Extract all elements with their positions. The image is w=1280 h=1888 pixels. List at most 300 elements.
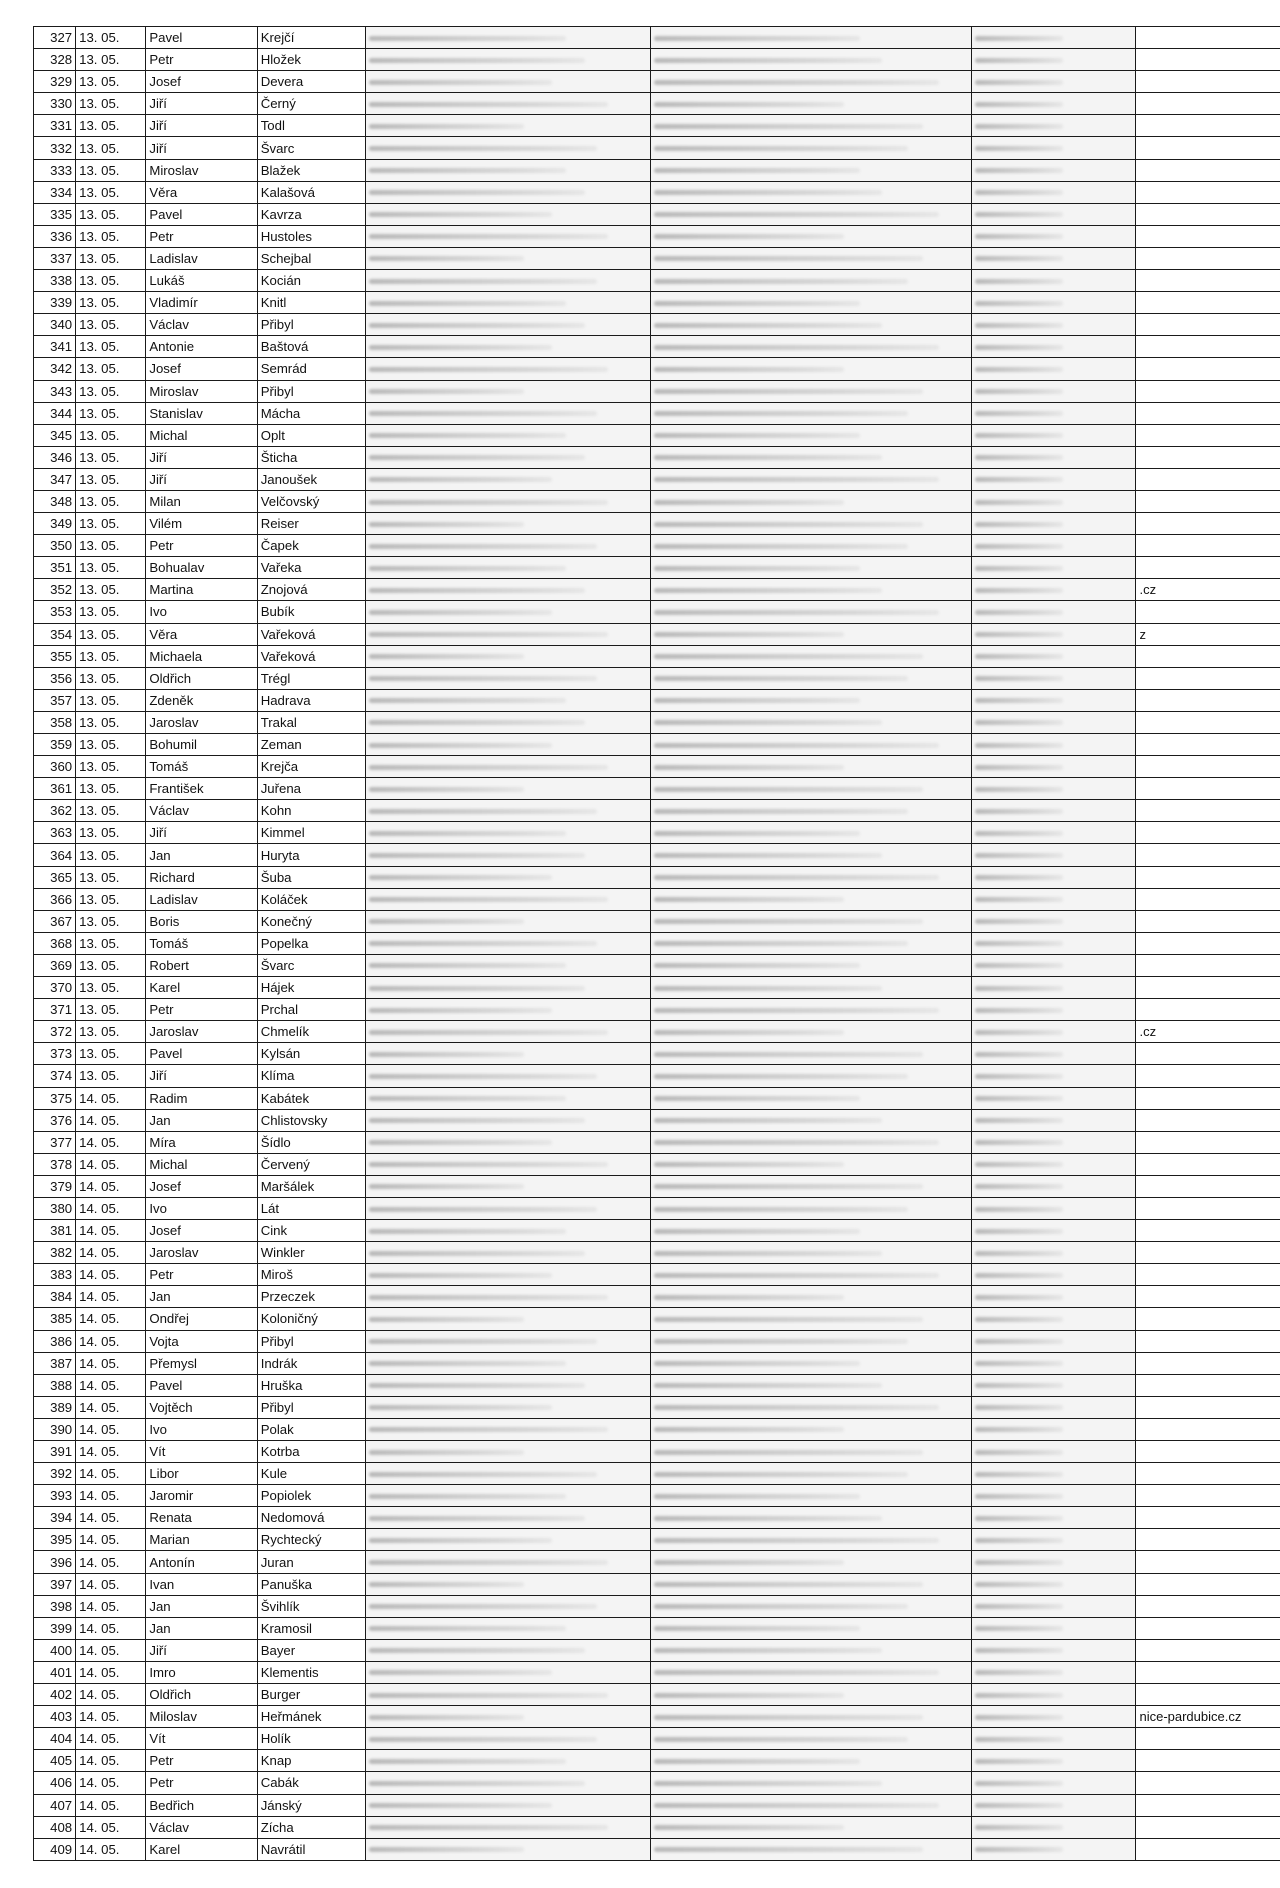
row-number: 395	[34, 1529, 76, 1551]
row-first-name: Bedřich	[146, 1794, 257, 1816]
email-overflow-fragment	[1136, 1639, 1280, 1661]
row-date: 14. 05.	[76, 1396, 146, 1418]
redaction-blur	[975, 1781, 1063, 1786]
email-overflow-fragment	[1136, 1418, 1280, 1440]
redacted-email	[971, 71, 1136, 93]
row-first-name: Jiří	[146, 137, 257, 159]
row-date: 13. 05.	[76, 247, 146, 269]
redaction-blur	[975, 831, 1063, 836]
redaction-blur	[975, 500, 1063, 505]
redacted-email	[971, 1197, 1136, 1219]
redacted-email	[971, 1175, 1136, 1197]
table-row	[34, 1617, 1280, 1639]
row-last-name: Chmelík	[257, 1021, 365, 1043]
row-first-name: Robert	[146, 954, 257, 976]
redacted-phone	[650, 468, 971, 490]
redacted-phone	[650, 645, 971, 667]
redaction-blur	[654, 1229, 860, 1234]
redacted-email	[971, 1220, 1136, 1242]
redaction-blur	[369, 588, 585, 593]
redacted-email	[971, 954, 1136, 976]
redaction-blur	[369, 1317, 523, 1322]
redaction-blur	[369, 654, 523, 659]
redaction-blur	[369, 610, 552, 615]
table-row	[34, 1595, 1280, 1617]
redaction-blur	[654, 102, 844, 107]
redaction-blur	[975, 1273, 1063, 1278]
redacted-email	[971, 689, 1136, 711]
redacted-address	[366, 910, 651, 932]
email-overflow-fragment	[1136, 292, 1280, 314]
row-number: 372	[34, 1021, 76, 1043]
table-row	[34, 336, 1280, 358]
row-last-name: Indrák	[257, 1352, 365, 1374]
redaction-blur	[369, 124, 523, 129]
row-number: 377	[34, 1131, 76, 1153]
email-overflow-fragment	[1136, 490, 1280, 512]
row-number: 386	[34, 1330, 76, 1352]
redaction-blur	[654, 566, 860, 571]
table-row	[34, 115, 1280, 137]
row-first-name: Vojta	[146, 1330, 257, 1352]
redaction-blur	[975, 941, 1063, 946]
redaction-blur	[975, 1427, 1063, 1432]
redacted-email	[971, 1617, 1136, 1639]
row-last-name: Janoušek	[257, 468, 365, 490]
row-last-name: Zeman	[257, 734, 365, 756]
row-last-name: Švihlík	[257, 1595, 365, 1617]
redaction-blur	[654, 743, 939, 748]
redaction-blur	[654, 1427, 844, 1432]
redaction-blur	[654, 433, 860, 438]
table-row	[34, 866, 1280, 888]
email-overflow-fragment	[1136, 999, 1280, 1021]
row-last-name: Kavrza	[257, 203, 365, 225]
row-last-name: Krejčí	[257, 27, 365, 49]
redacted-address	[366, 1065, 651, 1087]
redaction-blur	[654, 1670, 939, 1675]
redaction-blur	[369, 765, 608, 770]
redacted-email	[971, 888, 1136, 910]
redaction-blur	[975, 168, 1063, 173]
redaction-blur	[369, 301, 566, 306]
redaction-blur	[369, 256, 523, 261]
row-first-name: Miloslav	[146, 1706, 257, 1728]
redacted-address	[366, 1109, 651, 1131]
redacted-phone	[650, 358, 971, 380]
email-overflow-fragment	[1136, 932, 1280, 954]
row-date: 14. 05.	[76, 1706, 146, 1728]
email-overflow-fragment	[1136, 71, 1280, 93]
redaction-blur	[654, 1008, 939, 1013]
redacted-address	[366, 27, 651, 49]
row-date: 13. 05.	[76, 866, 146, 888]
redaction-blur	[654, 1251, 882, 1256]
email-overflow-fragment	[1136, 402, 1280, 424]
email-overflow-fragment	[1136, 1374, 1280, 1396]
email-overflow-fragment	[1136, 1264, 1280, 1286]
redacted-phone	[650, 424, 971, 446]
table-row	[34, 623, 1280, 645]
email-overflow-fragment	[1136, 667, 1280, 689]
row-date: 13. 05.	[76, 1043, 146, 1065]
redaction-blur	[975, 323, 1063, 328]
redacted-address	[366, 535, 651, 557]
row-last-name: Miroš	[257, 1264, 365, 1286]
redaction-blur	[654, 389, 923, 394]
redacted-address	[366, 1772, 651, 1794]
redacted-email	[971, 1573, 1136, 1595]
redaction-blur	[654, 256, 923, 261]
row-first-name: Vít	[146, 1441, 257, 1463]
redacted-phone	[650, 1661, 971, 1683]
row-number: 404	[34, 1728, 76, 1750]
row-last-name: Krejča	[257, 756, 365, 778]
redacted-address	[366, 1175, 651, 1197]
row-last-name: Hustoles	[257, 225, 365, 247]
email-overflow-fragment	[1136, 800, 1280, 822]
redaction-blur	[369, 1759, 566, 1764]
row-date: 14. 05.	[76, 1463, 146, 1485]
table-row	[34, 203, 1280, 225]
row-last-name: Navrátil	[257, 1838, 365, 1860]
row-number: 333	[34, 159, 76, 181]
redacted-email	[971, 1264, 1136, 1286]
table-row	[34, 1352, 1280, 1374]
redacted-address	[366, 270, 651, 292]
redaction-blur	[975, 853, 1063, 858]
row-number: 340	[34, 314, 76, 336]
row-first-name: Jaroslav	[146, 711, 257, 733]
row-first-name: Oldřich	[146, 667, 257, 689]
email-overflow-fragment	[1136, 844, 1280, 866]
row-last-name: Juran	[257, 1551, 365, 1573]
redaction-blur	[975, 1737, 1063, 1742]
row-last-name: Čapek	[257, 535, 365, 557]
table-row	[34, 270, 1280, 292]
row-date: 14. 05.	[76, 1131, 146, 1153]
row-number: 382	[34, 1242, 76, 1264]
table-row	[34, 1264, 1280, 1286]
redacted-phone	[650, 1330, 971, 1352]
row-number: 409	[34, 1838, 76, 1860]
redaction-blur	[654, 234, 844, 239]
redacted-address	[366, 1131, 651, 1153]
row-first-name: Miroslav	[146, 380, 257, 402]
redaction-blur	[975, 1295, 1063, 1300]
redacted-phone	[650, 734, 971, 756]
row-first-name: Miroslav	[146, 159, 257, 181]
redacted-phone	[650, 822, 971, 844]
email-overflow-fragment	[1136, 115, 1280, 137]
table-row	[34, 667, 1280, 689]
redaction-blur	[975, 389, 1063, 394]
row-first-name: Petr	[146, 535, 257, 557]
table-row	[34, 1308, 1280, 1330]
email-overflow-fragment	[1136, 159, 1280, 181]
row-last-name: Hájek	[257, 977, 365, 999]
row-number: 367	[34, 910, 76, 932]
redacted-phone	[650, 1065, 971, 1087]
row-date: 13. 05.	[76, 888, 146, 910]
table-row	[34, 910, 1280, 932]
redacted-address	[366, 778, 651, 800]
redacted-phone	[650, 1507, 971, 1529]
redaction-blur	[654, 1759, 860, 1764]
redaction-blur	[654, 1140, 939, 1145]
redacted-email	[971, 667, 1136, 689]
table-row	[34, 380, 1280, 402]
row-first-name: Josef	[146, 1220, 257, 1242]
redacted-phone	[650, 711, 971, 733]
row-first-name: Jiří	[146, 822, 257, 844]
redacted-email	[971, 866, 1136, 888]
redaction-blur	[654, 1295, 844, 1300]
email-overflow-fragment	[1136, 601, 1280, 623]
table-row	[34, 1529, 1280, 1551]
table-row	[34, 1816, 1280, 1838]
row-date: 14. 05.	[76, 1661, 146, 1683]
redaction-blur	[369, 1207, 597, 1212]
row-date: 13. 05.	[76, 667, 146, 689]
row-date: 13. 05.	[76, 159, 146, 181]
redacted-address	[366, 490, 651, 512]
redacted-email	[971, 1021, 1136, 1043]
redacted-phone	[650, 1772, 971, 1794]
redaction-blur	[654, 654, 923, 659]
row-first-name: Radim	[146, 1087, 257, 1109]
row-date: 14. 05.	[76, 1441, 146, 1463]
redaction-blur	[654, 1052, 923, 1057]
redacted-email	[971, 292, 1136, 314]
redacted-address	[366, 623, 651, 645]
redacted-phone	[650, 1418, 971, 1440]
redaction-blur	[369, 676, 597, 681]
row-first-name: Libor	[146, 1463, 257, 1485]
row-date: 13. 05.	[76, 402, 146, 424]
redaction-blur	[369, 1229, 566, 1234]
row-date: 14. 05.	[76, 1595, 146, 1617]
redacted-phone	[650, 1485, 971, 1507]
redaction-blur	[975, 124, 1063, 129]
row-number: 337	[34, 247, 76, 269]
redacted-email	[971, 93, 1136, 115]
email-overflow-fragment	[1136, 93, 1280, 115]
redacted-address	[366, 424, 651, 446]
row-first-name: Vladimír	[146, 292, 257, 314]
redacted-address	[366, 115, 651, 137]
redacted-email	[971, 1418, 1136, 1440]
row-number: 359	[34, 734, 76, 756]
row-last-name: Přibyl	[257, 380, 365, 402]
redacted-phone	[650, 1816, 971, 1838]
redacted-email	[971, 844, 1136, 866]
row-first-name: Ivan	[146, 1573, 257, 1595]
redaction-blur	[975, 963, 1063, 968]
redaction-blur	[369, 566, 566, 571]
redaction-blur	[654, 853, 882, 858]
table-row	[34, 1087, 1280, 1109]
redaction-blur	[975, 58, 1063, 63]
redacted-phone	[650, 932, 971, 954]
redaction-blur	[369, 1626, 566, 1631]
redaction-blur	[654, 1207, 908, 1212]
row-last-name: Todl	[257, 115, 365, 137]
redacted-phone	[650, 1573, 971, 1595]
redacted-phone	[650, 1087, 971, 1109]
row-last-name: Konečný	[257, 910, 365, 932]
row-number: 352	[34, 579, 76, 601]
redaction-blur	[654, 411, 908, 416]
row-number: 394	[34, 1507, 76, 1529]
redaction-blur	[975, 1251, 1063, 1256]
redacted-address	[366, 1352, 651, 1374]
redacted-email	[971, 1639, 1136, 1661]
email-overflow-fragment	[1136, 1661, 1280, 1683]
redacted-email	[971, 27, 1136, 49]
email-overflow-fragment	[1136, 1109, 1280, 1131]
redaction-blur	[975, 1118, 1063, 1123]
redacted-email	[971, 181, 1136, 203]
row-number: 355	[34, 645, 76, 667]
redacted-address	[366, 402, 651, 424]
redaction-blur	[369, 1339, 597, 1344]
email-overflow-fragment	[1136, 27, 1280, 49]
row-first-name: Richard	[146, 866, 257, 888]
redacted-phone	[650, 71, 971, 93]
email-overflow-fragment	[1136, 247, 1280, 269]
row-first-name: Vojtěch	[146, 1396, 257, 1418]
row-first-name: Pavel	[146, 1043, 257, 1065]
redaction-blur	[369, 1516, 585, 1521]
redaction-blur	[975, 1450, 1063, 1455]
email-overflow-fragment	[1136, 910, 1280, 932]
row-date: 14. 05.	[76, 1175, 146, 1197]
row-first-name: Antonín	[146, 1551, 257, 1573]
redacted-address	[366, 1507, 651, 1529]
redaction-blur	[654, 544, 908, 549]
row-date: 13. 05.	[76, 999, 146, 1021]
redaction-blur	[369, 809, 597, 814]
redaction-blur	[975, 1472, 1063, 1477]
row-last-name: Winkler	[257, 1242, 365, 1264]
redaction-blur	[369, 411, 597, 416]
redaction-blur	[654, 875, 939, 880]
redaction-blur	[654, 1803, 939, 1808]
table-row	[34, 557, 1280, 579]
redacted-address	[366, 1750, 651, 1772]
row-date: 14. 05.	[76, 1220, 146, 1242]
redaction-blur	[975, 212, 1063, 217]
redaction-blur	[975, 301, 1063, 306]
table-row	[34, 424, 1280, 446]
email-overflow-fragment	[1136, 557, 1280, 579]
redaction-blur	[369, 1295, 608, 1300]
redacted-address	[366, 1661, 651, 1683]
redaction-blur	[654, 698, 860, 703]
row-number: 400	[34, 1639, 76, 1661]
redaction-blur	[654, 1626, 860, 1631]
row-first-name: Václav	[146, 1816, 257, 1838]
row-number: 405	[34, 1750, 76, 1772]
redacted-address	[366, 1838, 651, 1860]
row-last-name: Baštová	[257, 336, 365, 358]
email-overflow-fragment	[1136, 1595, 1280, 1617]
row-first-name: Míra	[146, 1131, 257, 1153]
row-last-name: Knitl	[257, 292, 365, 314]
redacted-phone	[650, 1551, 971, 1573]
row-date: 14. 05.	[76, 1109, 146, 1131]
redaction-blur	[975, 522, 1063, 527]
row-last-name: Prchal	[257, 999, 365, 1021]
redacted-address	[366, 93, 651, 115]
redaction-blur	[654, 963, 860, 968]
redacted-phone	[650, 115, 971, 137]
redaction-blur	[975, 1317, 1063, 1322]
redaction-blur	[975, 787, 1063, 792]
table-row	[34, 490, 1280, 512]
redacted-email	[971, 336, 1136, 358]
redacted-address	[366, 203, 651, 225]
row-date: 13. 05.	[76, 225, 146, 247]
row-number: 358	[34, 711, 76, 733]
redaction-blur	[369, 1715, 523, 1720]
row-date: 14. 05.	[76, 1418, 146, 1440]
table-row	[34, 1330, 1280, 1352]
row-first-name: Pavel	[146, 1374, 257, 1396]
redacted-phone	[650, 888, 971, 910]
table-row	[34, 314, 1280, 336]
table-row	[34, 822, 1280, 844]
row-last-name: Klementis	[257, 1661, 365, 1683]
redacted-address	[366, 999, 651, 1021]
redacted-address	[366, 557, 651, 579]
redacted-phone	[650, 800, 971, 822]
table-row	[34, 844, 1280, 866]
redaction-blur	[975, 1648, 1063, 1653]
redacted-phone	[650, 292, 971, 314]
redacted-phone	[650, 1750, 971, 1772]
redacted-address	[366, 888, 651, 910]
redaction-blur	[369, 234, 608, 239]
redaction-blur	[369, 1118, 585, 1123]
redacted-address	[366, 380, 651, 402]
redacted-phone	[650, 1175, 971, 1197]
redaction-blur	[654, 168, 860, 173]
table-row	[34, 402, 1280, 424]
redaction-blur	[975, 1207, 1063, 1212]
table-row	[34, 954, 1280, 976]
redaction-blur	[369, 58, 585, 63]
row-date: 14. 05.	[76, 1684, 146, 1706]
row-number: 391	[34, 1441, 76, 1463]
redaction-blur	[975, 279, 1063, 284]
redaction-blur	[975, 1008, 1063, 1013]
row-number: 334	[34, 181, 76, 203]
email-overflow-fragment	[1136, 203, 1280, 225]
email-overflow-fragment	[1136, 1573, 1280, 1595]
row-number: 397	[34, 1573, 76, 1595]
table-row	[34, 468, 1280, 490]
email-overflow-fragment	[1136, 336, 1280, 358]
row-number: 357	[34, 689, 76, 711]
email-overflow-fragment	[1136, 1728, 1280, 1750]
row-number: 379	[34, 1175, 76, 1197]
row-number: 403	[34, 1706, 76, 1728]
scanned-sheet	[33, 26, 1280, 1861]
redacted-email	[971, 1396, 1136, 1418]
row-number: 346	[34, 446, 76, 468]
